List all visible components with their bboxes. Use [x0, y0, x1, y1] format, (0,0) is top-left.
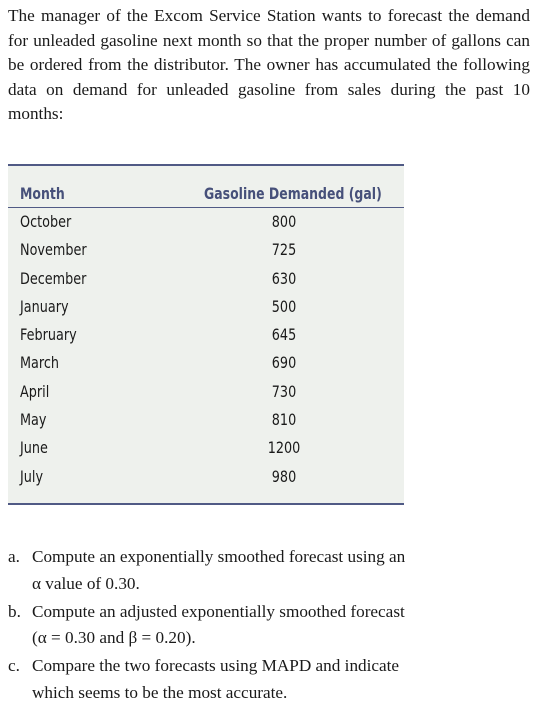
table-row: [8, 267, 404, 295]
month-cell: January: [20, 296, 69, 316]
month-cell: February: [20, 325, 77, 345]
table-row: [8, 323, 404, 351]
table-row: [8, 380, 404, 408]
gasoline-cell: 810: [271, 410, 297, 430]
month-cell: November: [20, 240, 87, 260]
gasoline-cell: 800: [271, 212, 297, 231]
table-row: [8, 465, 404, 493]
question-text-line: Compute an adjusted exponentially smoothed forecast: [32, 601, 405, 621]
table-row: [8, 436, 404, 464]
month-cell: March: [20, 353, 60, 373]
table-row: [8, 210, 404, 238]
question-a: [8, 544, 530, 597]
month-cell: April: [20, 381, 50, 401]
gasoline-cell: 980: [271, 466, 297, 486]
gasoline-cell: 630: [271, 268, 297, 288]
gasoline-cell: 730: [271, 381, 297, 401]
question-text-line: which seems to be the most accurate.: [32, 682, 288, 702]
column-header-month: Month: [20, 184, 65, 203]
month-cell: June: [20, 438, 48, 458]
question-c: [8, 653, 530, 706]
month-cell: December: [20, 268, 87, 288]
table-row: [8, 295, 404, 323]
question-text-line: α value of 0.30.: [32, 573, 140, 593]
table-header-row: [8, 180, 404, 208]
demand-table: [8, 164, 404, 505]
table-body: [8, 210, 404, 493]
month-cell: May: [20, 410, 47, 430]
table-row: [8, 351, 404, 379]
question-list: [8, 544, 530, 708]
question-text-line: Compute an exponentially smoothed forecast using an: [32, 547, 406, 566]
question-letter: b.: [8, 601, 21, 621]
gasoline-cell: 500: [271, 296, 297, 316]
question-b: [8, 599, 530, 652]
table-row: [8, 238, 404, 266]
gasoline-cell: 725: [271, 240, 297, 260]
column-header-gasoline-demanded: Gasoline Demanded (gal): [204, 184, 382, 203]
problem-statement: The manager of the Excom Service Station wants to forecast the demand for unleaded gasoline next month so that the proper number of gallons can be ordered from the distributor. The owner has accumulated the following data on demand for unleaded gasoline from sales during the past 10 months:: [8, 6, 530, 124]
month-cell: October: [20, 212, 72, 231]
gasoline-cell: 645: [271, 325, 297, 345]
month-cell: July: [20, 466, 44, 486]
gasoline-cell: 1200: [267, 438, 301, 458]
question-letter: c.: [8, 656, 20, 675]
table-row: [8, 408, 404, 436]
question-text-line: (α = 0.30 and β = 0.20).: [32, 628, 196, 647]
gasoline-cell: 690: [271, 353, 297, 373]
question-letter: a.: [8, 547, 20, 566]
question-text-line: Compare the two forecasts using MAPD and indicate: [32, 656, 400, 675]
